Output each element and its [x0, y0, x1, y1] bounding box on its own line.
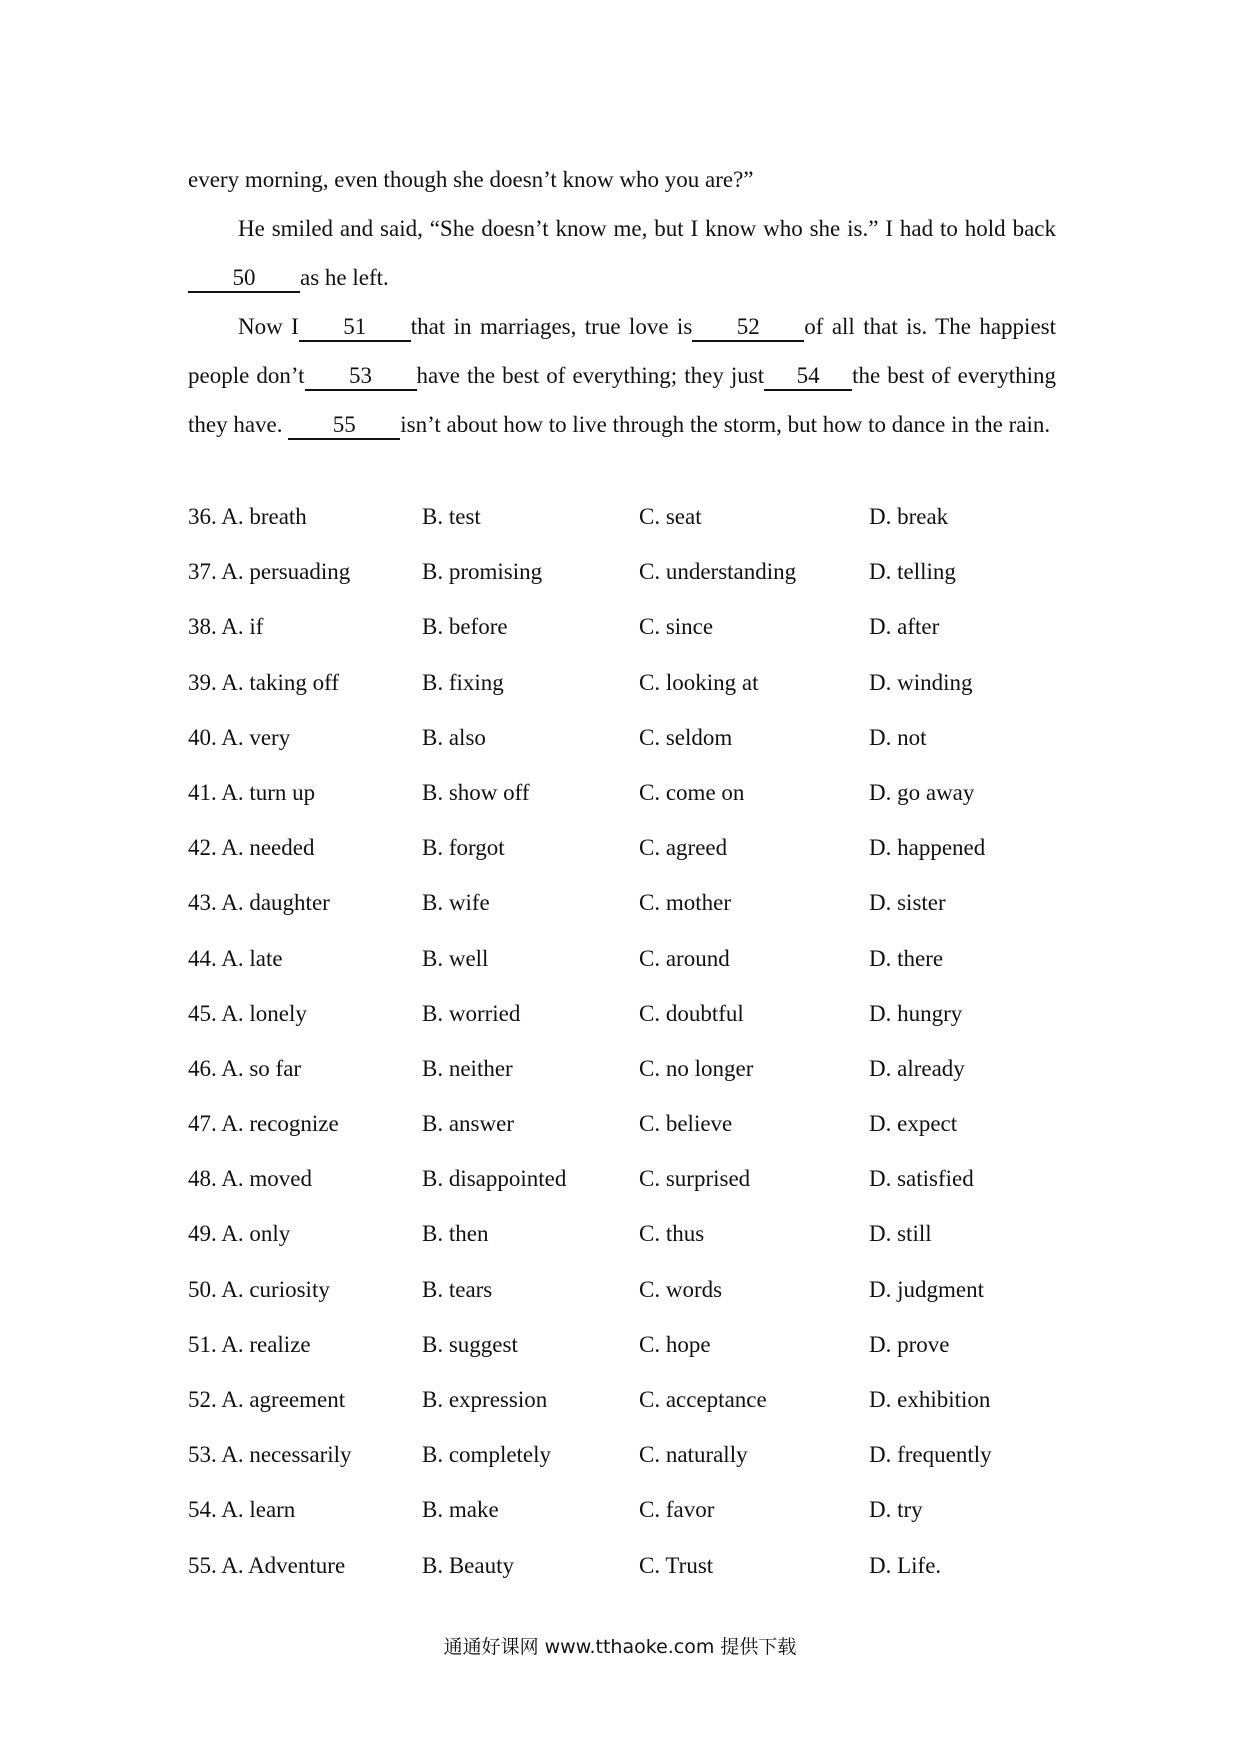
option-d: D. winding: [869, 669, 973, 695]
option-a: 54. A. learn: [188, 1497, 296, 1523]
option-d: D. expect: [869, 1111, 958, 1137]
option-row: [188, 1166, 1068, 1221]
option-row: [188, 559, 1068, 614]
option-a: 36. A. breath: [188, 504, 307, 529]
blank-50: 50: [188, 265, 300, 293]
option-d: D. frequently: [869, 1442, 992, 1468]
option-row: [188, 780, 1068, 835]
option-a: 39. A. taking off: [188, 669, 339, 695]
option-c: C. looking at: [639, 669, 759, 695]
option-a: 41. A. turn up: [188, 779, 316, 805]
reading-passage: [188, 155, 1056, 449]
option-row: [188, 1056, 1068, 1111]
option-c: C. come on: [639, 779, 745, 805]
passage-text: that in marriages, true love is: [410, 314, 693, 339]
option-row: [188, 1221, 1068, 1276]
option-b: B. promising: [422, 559, 543, 585]
option-b: B. well: [422, 945, 489, 971]
option-c: C. Trust: [639, 1552, 714, 1578]
option-c: C. mother: [639, 890, 731, 916]
option-b: B. show off: [422, 779, 530, 805]
option-d: D. not: [869, 724, 927, 750]
option-d: D. happened: [869, 835, 986, 861]
passage-text: the best of everything they have.: [188, 363, 1056, 437]
option-d: D. satisfied: [869, 1166, 974, 1192]
option-b: B. also: [422, 724, 486, 750]
option-b: B. neither: [422, 1055, 513, 1081]
option-a: 48. A. moved: [188, 1166, 312, 1192]
option-a: 51. A. realize: [188, 1331, 311, 1357]
option-row: [188, 1497, 1068, 1552]
option-b: B. completely: [422, 1442, 552, 1468]
blank-53: 53: [305, 363, 417, 391]
option-d: D. break: [869, 504, 949, 529]
option-d: D. Life.: [869, 1552, 942, 1578]
option-b: B. fixing: [422, 669, 504, 695]
option-d: D. still: [869, 1221, 932, 1247]
answer-options: [188, 504, 1068, 1608]
passage-paragraph-1: [188, 155, 1056, 204]
passage-text: He smiled and said, “She doesn’t know me, but I know who she is.” I had to hold back: [238, 216, 1056, 241]
option-c: C. no longer: [639, 1055, 754, 1081]
option-b: B. suggest: [422, 1331, 518, 1357]
option-d: D. sister: [869, 890, 946, 916]
page-footer: 通通好课网 www.tthaoke.com 提供下载: [443, 1636, 797, 1658]
option-b: B. forgot: [422, 835, 505, 861]
option-c: C. understanding: [639, 559, 797, 585]
option-row: [188, 1553, 1068, 1608]
option-b: B. worried: [422, 1000, 521, 1026]
option-b: B. disappointed: [422, 1166, 567, 1192]
option-c: C. agreed: [639, 835, 728, 861]
option-c: C. doubtful: [639, 1000, 744, 1026]
option-a: 40. A. very: [188, 724, 291, 750]
option-d: D. prove: [869, 1331, 950, 1357]
option-d: D. go away: [869, 779, 975, 805]
option-d: D. judgment: [869, 1276, 984, 1302]
option-b: B. Beauty: [422, 1552, 514, 1578]
option-b: B. answer: [422, 1111, 514, 1137]
option-c: C. thus: [639, 1221, 705, 1247]
option-a: 43. A. daughter: [188, 890, 330, 916]
option-c: C. around: [639, 945, 730, 971]
option-d: D. telling: [869, 559, 956, 585]
option-a: 37. A. persuading: [188, 559, 351, 585]
option-a: 42. A. needed: [188, 835, 315, 861]
blank-51: 51: [299, 314, 411, 342]
option-row: [188, 1332, 1068, 1387]
option-d: D. there: [869, 945, 944, 971]
option-b: B. expression: [422, 1387, 548, 1412]
option-row: [188, 890, 1068, 945]
option-row: [188, 1111, 1068, 1166]
option-row: [188, 835, 1068, 890]
option-a: 55. A. Adventure: [188, 1552, 346, 1578]
passage-paragraph-3: [188, 302, 1056, 449]
passage-paragraph-2: [188, 204, 1056, 302]
blank-52: 52: [692, 314, 804, 342]
option-b: B. test: [422, 504, 481, 529]
option-a: 46. A. so far: [188, 1055, 302, 1081]
option-row: [188, 1001, 1068, 1056]
option-c: C. seldom: [639, 724, 733, 750]
option-a: 52. A. agreement: [188, 1387, 346, 1412]
option-d: D. try: [869, 1497, 923, 1523]
option-a: 50. A. curiosity: [188, 1276, 330, 1302]
option-c: C. since: [639, 614, 714, 640]
blank-54: 54: [764, 363, 852, 391]
option-c: C. naturally: [639, 1442, 748, 1468]
option-row: [188, 1277, 1068, 1332]
option-c: C. words: [639, 1276, 723, 1302]
option-row: [188, 504, 1068, 559]
option-row: [188, 946, 1068, 1001]
option-row: [188, 1387, 1068, 1442]
option-c: C. acceptance: [639, 1387, 767, 1412]
option-b: B. before: [422, 614, 508, 640]
option-d: D. after: [869, 614, 940, 640]
option-a: 45. A. lonely: [188, 1000, 307, 1026]
passage-text: every morning, even though she doesn’t know who you are?”: [188, 167, 754, 192]
option-row: [188, 614, 1068, 669]
passage-text: isn’t about how to live through the storm, but how to dance in the rain.: [400, 412, 1051, 437]
option-b: B. then: [422, 1221, 489, 1247]
option-b: B. make: [422, 1497, 499, 1523]
option-c: C. surprised: [639, 1166, 751, 1192]
option-a: 47. A. recognize: [188, 1111, 339, 1137]
option-d: D. already: [869, 1055, 965, 1081]
option-c: C. favor: [639, 1497, 715, 1523]
option-row: [188, 670, 1068, 725]
option-d: D. exhibition: [869, 1387, 991, 1412]
option-row: [188, 1442, 1068, 1497]
passage-text: Now I: [238, 314, 299, 339]
option-c: C. believe: [639, 1111, 733, 1137]
option-row: [188, 725, 1068, 780]
option-c: C. seat: [639, 504, 702, 529]
option-a: 53. A. necessarily: [188, 1442, 352, 1468]
passage-text: have the best of everything; they just: [416, 363, 765, 388]
option-a: 44. A. late: [188, 945, 283, 971]
option-b: B. wife: [422, 890, 490, 916]
option-c: C. hope: [639, 1331, 711, 1357]
passage-text: of all that is. The happiest people don’t: [188, 314, 1056, 388]
passage-text: as he left.: [300, 265, 389, 290]
option-b: B. tears: [422, 1276, 493, 1302]
blank-55: 55: [288, 412, 400, 440]
option-a: 38. A. if: [188, 614, 264, 640]
option-d: D. hungry: [869, 1000, 963, 1026]
option-a: 49. A. only: [188, 1221, 291, 1247]
